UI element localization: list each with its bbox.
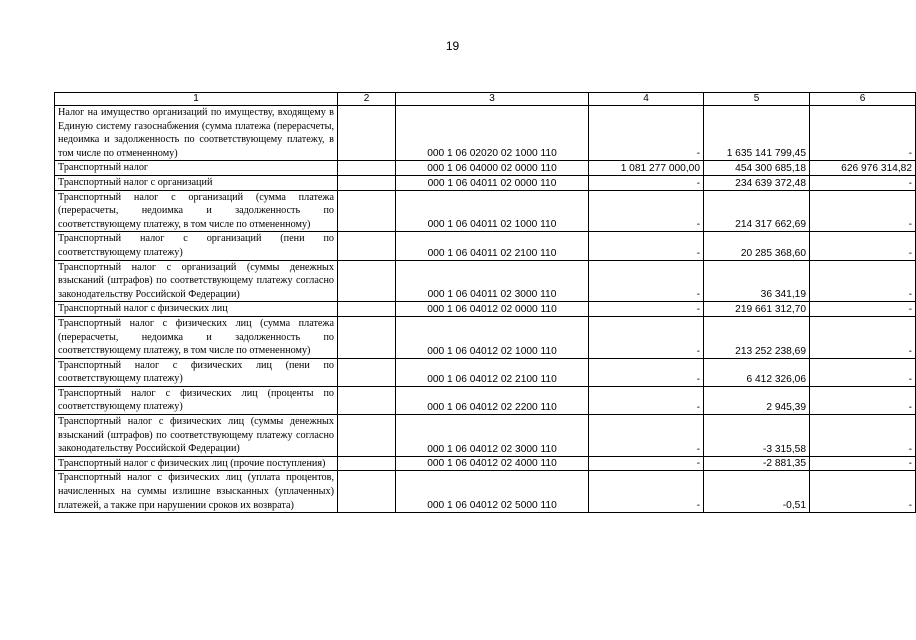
row-col6: - — [810, 415, 916, 457]
row-col4: - — [589, 260, 704, 302]
row-name: Транспортный налог с физических лиц (пени по соответствующему платежу) — [55, 358, 338, 386]
row-col6: - — [810, 316, 916, 358]
page-number: 19 — [445, 39, 460, 53]
row-code: 000 1 06 04012 02 4000 110 — [396, 456, 589, 471]
row-col4: - — [589, 471, 704, 513]
row-name: Налог на имущество организаций по имуществу, входящему в Единую систему газоснабжения (сумма платежа (перерасчеты, недоимка и задолженность по соответствующему платежу, в том числе по отмененному) — [55, 106, 338, 161]
row-col6: 626 976 314,82 — [810, 161, 916, 176]
header-col-2: 2 — [338, 93, 396, 106]
row-col5: 1 635 141 799,45 — [704, 106, 810, 161]
row-col6: - — [810, 456, 916, 471]
row-name: Транспортный налог — [55, 161, 338, 176]
row-col6: - — [810, 260, 916, 302]
row-col2 — [338, 190, 396, 232]
row-col2 — [338, 302, 396, 317]
row-col6: - — [810, 232, 916, 260]
row-col6: - — [810, 471, 916, 513]
row-col5: -3 315,58 — [704, 415, 810, 457]
row-col5: 6 412 326,06 — [704, 358, 810, 386]
table-row — [55, 260, 916, 302]
row-col5: 2 945,39 — [704, 386, 810, 414]
row-col2 — [338, 358, 396, 386]
table-row — [55, 358, 916, 386]
row-col6: - — [810, 175, 916, 190]
row-name: Транспортный налог с физических лиц (суммы денежных взысканий (штрафов) по соответствующему платежу согласно законодательству Российской Федерации) — [55, 415, 338, 457]
row-name: Транспортный налог с физических лиц (сумма платежа (перерасчеты, недоимка и задолженность по соответствующему платежу, в том числе по отмененному) — [55, 316, 338, 358]
row-name: Транспортный налог с физических лиц (уплата процентов, начисленных на суммы излишне взысканных (уплаченных) платежей, а также при нарушении сроков их возврата) — [55, 471, 338, 513]
row-col6: - — [810, 358, 916, 386]
row-col4: - — [589, 232, 704, 260]
row-code: 000 1 06 04011 02 3000 110 — [396, 260, 589, 302]
table-row — [55, 161, 916, 176]
row-name: Транспортный налог с организаций (сумма платежа (перерасчеты, недоимка и задолженность по соответствующему платежу, в том числе по отмененному) — [55, 190, 338, 232]
row-code: 000 1 06 04012 02 0000 110 — [396, 302, 589, 317]
row-col5: 454 300 685,18 — [704, 161, 810, 176]
row-col5: -0,51 — [704, 471, 810, 513]
row-col5: 213 252 238,69 — [704, 316, 810, 358]
row-col6: - — [810, 190, 916, 232]
table-row — [55, 175, 916, 190]
row-code: 000 1 06 04012 02 3000 110 — [396, 415, 589, 457]
header-row — [55, 93, 916, 106]
row-col6: - — [810, 386, 916, 414]
row-col4: - — [589, 190, 704, 232]
table-row — [55, 471, 916, 513]
table-row — [55, 386, 916, 414]
row-col4: - — [589, 175, 704, 190]
row-code: 000 1 06 04012 02 2100 110 — [396, 358, 589, 386]
row-col6: - — [810, 302, 916, 317]
table-row — [55, 415, 916, 457]
row-col2 — [338, 415, 396, 457]
table-row — [55, 302, 916, 317]
row-name: Транспортный налог с организаций (пени по соответствующему платежу) — [55, 232, 338, 260]
row-col4: - — [589, 456, 704, 471]
row-name: Транспортный налог с организаций (суммы денежных взысканий (штрафов) по соответствующему платежу согласно законодательству Российской Федерации) — [55, 260, 338, 302]
row-code: 000 1 06 04011 02 0000 110 — [396, 175, 589, 190]
row-col2 — [338, 456, 396, 471]
row-name: Транспортный налог с физических лиц (проценты по соответствующему платежу) — [55, 386, 338, 414]
table-row — [55, 232, 916, 260]
header-col-3: 3 — [396, 93, 589, 106]
row-col2 — [338, 471, 396, 513]
row-col2 — [338, 175, 396, 190]
row-col2 — [338, 161, 396, 176]
row-col5: 234 639 372,48 — [704, 175, 810, 190]
row-code: 000 1 06 04011 02 1000 110 — [396, 190, 589, 232]
row-col5: -2 881,35 — [704, 456, 810, 471]
row-col4: - — [589, 316, 704, 358]
row-col4: - — [589, 106, 704, 161]
row-col2 — [338, 260, 396, 302]
table-row — [55, 456, 916, 471]
row-code: 000 1 06 02020 02 1000 110 — [396, 106, 589, 161]
header-col-6: 6 — [810, 93, 916, 106]
row-col6: - — [810, 106, 916, 161]
row-col5: 20 285 368,60 — [704, 232, 810, 260]
row-col4: 1 081 277 000,00 — [589, 161, 704, 176]
row-code: 000 1 06 04012 02 1000 110 — [396, 316, 589, 358]
row-col4: - — [589, 415, 704, 457]
row-col2 — [338, 232, 396, 260]
row-col5: 219 661 312,70 — [704, 302, 810, 317]
row-col2 — [338, 106, 396, 161]
row-col2 — [338, 386, 396, 414]
row-name: Транспортный налог с физических лиц (прочие поступления) — [55, 456, 338, 471]
row-code: 000 1 06 04011 02 2100 110 — [396, 232, 589, 260]
row-col5: 36 341,19 — [704, 260, 810, 302]
table-row — [55, 106, 916, 161]
row-col5: 214 317 662,69 — [704, 190, 810, 232]
header-col-4: 4 — [589, 93, 704, 106]
row-col4: - — [589, 302, 704, 317]
budget-table — [54, 92, 916, 513]
row-code: 000 1 06 04012 02 2200 110 — [396, 386, 589, 414]
header-col-5: 5 — [704, 93, 810, 106]
row-code: 000 1 06 04000 02 0000 110 — [396, 161, 589, 176]
row-col2 — [338, 316, 396, 358]
row-name: Транспортный налог с физических лиц — [55, 302, 338, 317]
row-col4: - — [589, 386, 704, 414]
header-col-1: 1 — [55, 93, 338, 106]
table-row — [55, 190, 916, 232]
row-name: Транспортный налог с организаций — [55, 175, 338, 190]
row-code: 000 1 06 04012 02 5000 110 — [396, 471, 589, 513]
row-col4: - — [589, 358, 704, 386]
table-row — [55, 316, 916, 358]
